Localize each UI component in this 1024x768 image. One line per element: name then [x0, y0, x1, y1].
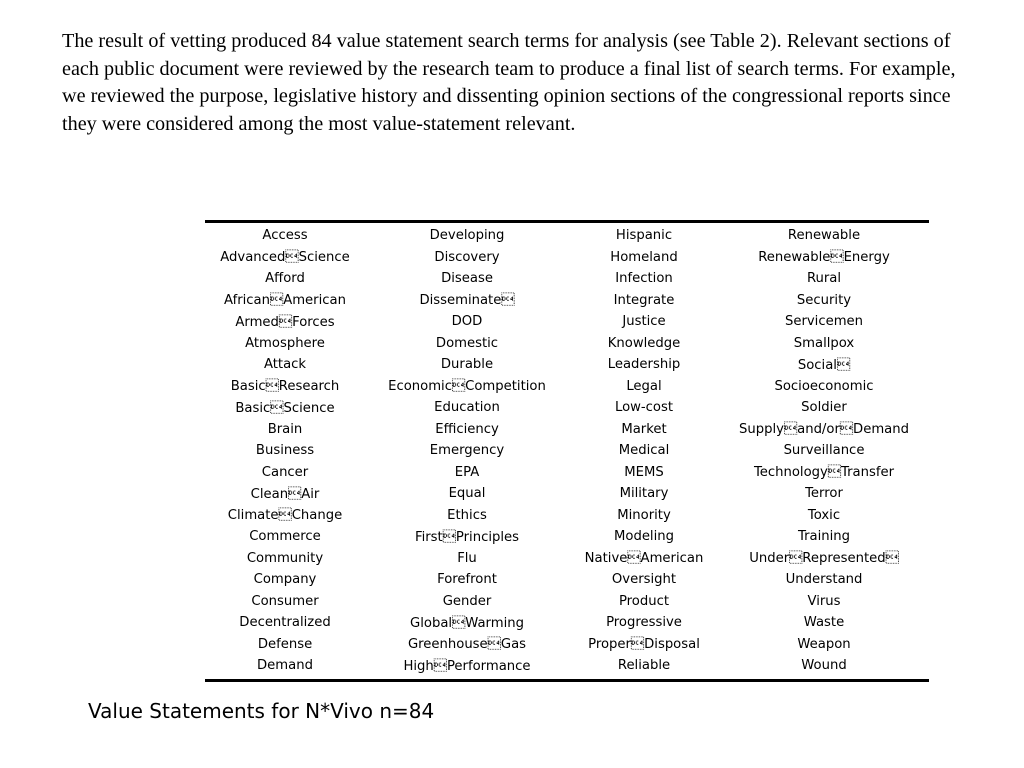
table-cell: Company — [253, 572, 317, 588]
table-row — [205, 548, 929, 570]
table-cell: Waste — [803, 615, 845, 631]
table-cell: FirstPrinciples — [414, 529, 520, 545]
table-cell: Integrate — [613, 292, 675, 308]
table-cell: Equal — [448, 486, 486, 502]
table-cell: Consumer — [251, 593, 319, 609]
table-cell: Market — [621, 421, 667, 437]
table-row — [205, 419, 929, 441]
table-cell: Forefront — [437, 572, 497, 588]
table-cell: Decentralized — [239, 615, 331, 631]
table-cell: TechnologyTransfer — [753, 465, 895, 481]
table-cell: Progressive — [606, 615, 682, 631]
table-cell: Hispanic — [615, 228, 673, 244]
table-cell: Disease — [441, 271, 493, 287]
table-cell: Medical — [618, 443, 670, 459]
table-row — [205, 569, 929, 591]
table-row — [205, 397, 929, 419]
table-cell: CleanAir — [250, 486, 320, 502]
intro-paragraph: The result of vetting produced 84 value statement search terms for analysis (see Table 2). Relevant sections of each public document were reviewed by the research team to produce a final list of search terms. For example, we reviewed the purpose, legislative history and dissenting opinion sections of the congressional reports since they were considered among the most value-statement relevant. — [62, 30, 956, 135]
table-row — [205, 268, 929, 290]
table-cell: Homeland — [610, 249, 678, 265]
table-cell: Afford — [265, 271, 305, 287]
table-cell: Reliable — [617, 658, 671, 674]
table-cell: ProperDisposal — [588, 637, 700, 653]
table-cell: Cancer — [261, 464, 309, 480]
table-row — [205, 290, 929, 312]
table-row — [205, 526, 929, 548]
table-cell: Military — [619, 486, 669, 502]
table-cell: Soldier — [801, 400, 847, 416]
table-row — [205, 222, 929, 247]
table-cell: Low-cost — [614, 400, 674, 416]
table-row — [205, 440, 929, 462]
table-cell: Efficiency — [435, 421, 499, 437]
table-cell: EconomicCompetition — [388, 379, 546, 395]
table-cell: Developing — [429, 228, 505, 244]
table-cell: Product — [618, 593, 670, 609]
table-cell: Servicemen — [784, 314, 864, 330]
table-row — [205, 591, 929, 613]
table-cell: Commerce — [249, 529, 321, 545]
table-row — [205, 311, 929, 333]
table-cell: ClimateChange — [227, 508, 343, 524]
table-cell: RenewableEnergy — [758, 250, 890, 266]
table-row — [205, 462, 929, 484]
table-cell: Atmosphere — [245, 335, 325, 351]
table-cell: Rural — [806, 271, 842, 287]
table-cell: Minority — [617, 507, 671, 523]
table-cell: Attack — [263, 357, 307, 373]
table-cell: Training — [797, 529, 851, 545]
table-cell: NativeAmerican — [584, 551, 704, 567]
table-cell: EPA — [454, 464, 480, 480]
table-cell: Domestic — [435, 335, 499, 351]
table-cell: Oversight — [611, 572, 677, 588]
table-cell: Smallpox — [793, 335, 855, 351]
table-cell: Surveillance — [783, 443, 865, 459]
table-cell: Toxic — [807, 507, 841, 523]
table-cell: Justice — [622, 314, 666, 330]
table-row — [205, 612, 929, 634]
table-cell: ArmedForces — [235, 314, 335, 330]
table-cell: Brain — [267, 421, 303, 437]
table-cell: Infection — [615, 271, 673, 287]
search-terms-table-container — [205, 220, 929, 682]
table-cell: Gender — [442, 593, 492, 609]
table-cell: Education — [434, 400, 500, 416]
table-cell: Modeling — [614, 529, 674, 545]
table-cell: Weapon — [797, 636, 851, 652]
table-cell: Community — [246, 550, 324, 566]
search-terms-table-body — [205, 222, 929, 681]
table-cell: Understand — [785, 572, 863, 588]
table-cell: BasicResearch — [230, 379, 340, 395]
table-cell: Ethics — [447, 507, 487, 523]
table-row — [205, 505, 929, 527]
table-cell: GlobalWarming — [410, 615, 524, 631]
search-terms-table — [205, 220, 929, 682]
table-cell: Leadership — [607, 357, 681, 373]
table-cell: Demand — [257, 658, 313, 674]
table-row — [205, 483, 929, 505]
table-cell: AdvancedScience — [220, 250, 350, 266]
table-cell: Wound — [801, 658, 847, 674]
table-cell: Access — [262, 228, 308, 244]
table-cell: BasicScience — [235, 400, 335, 416]
table-cell: GreenhouseGas — [407, 637, 527, 653]
table-cell: Business — [255, 443, 315, 459]
table-cell: Flu — [457, 550, 477, 566]
table-cell: Legal — [626, 378, 662, 394]
table-cell: Terror — [805, 486, 843, 502]
table-cell: Emergency — [429, 443, 505, 459]
table-cell: AfricanAmerican — [224, 293, 346, 309]
table-cell: Knowledge — [607, 335, 681, 351]
table-row — [205, 376, 929, 398]
table-cell: MEMS — [624, 464, 664, 480]
table-cell: Security — [796, 292, 852, 308]
table-cell: Discovery — [434, 249, 500, 265]
table-cell: Disseminate — [419, 293, 515, 309]
table-cell: Socioeconomic — [774, 378, 874, 394]
table-cell: Social — [797, 357, 851, 373]
table-row — [205, 634, 929, 656]
table-cell: Renewable — [787, 228, 861, 244]
table-caption: Value Statements for N*Vivo n=84 — [88, 699, 435, 723]
table-cell: DOD — [451, 314, 483, 330]
table-cell: HighPerformance — [403, 658, 531, 674]
table-cell: Defense — [257, 636, 313, 652]
table-cell: Virus — [807, 593, 841, 609]
table-row — [205, 247, 929, 269]
table-row — [205, 354, 929, 376]
table-cell: Supplyand/orDemand — [739, 422, 909, 438]
table-row — [205, 333, 929, 355]
table-cell: Durable — [440, 357, 494, 373]
table-cell: UnderRepresented — [749, 551, 899, 567]
table-row — [205, 655, 929, 680]
